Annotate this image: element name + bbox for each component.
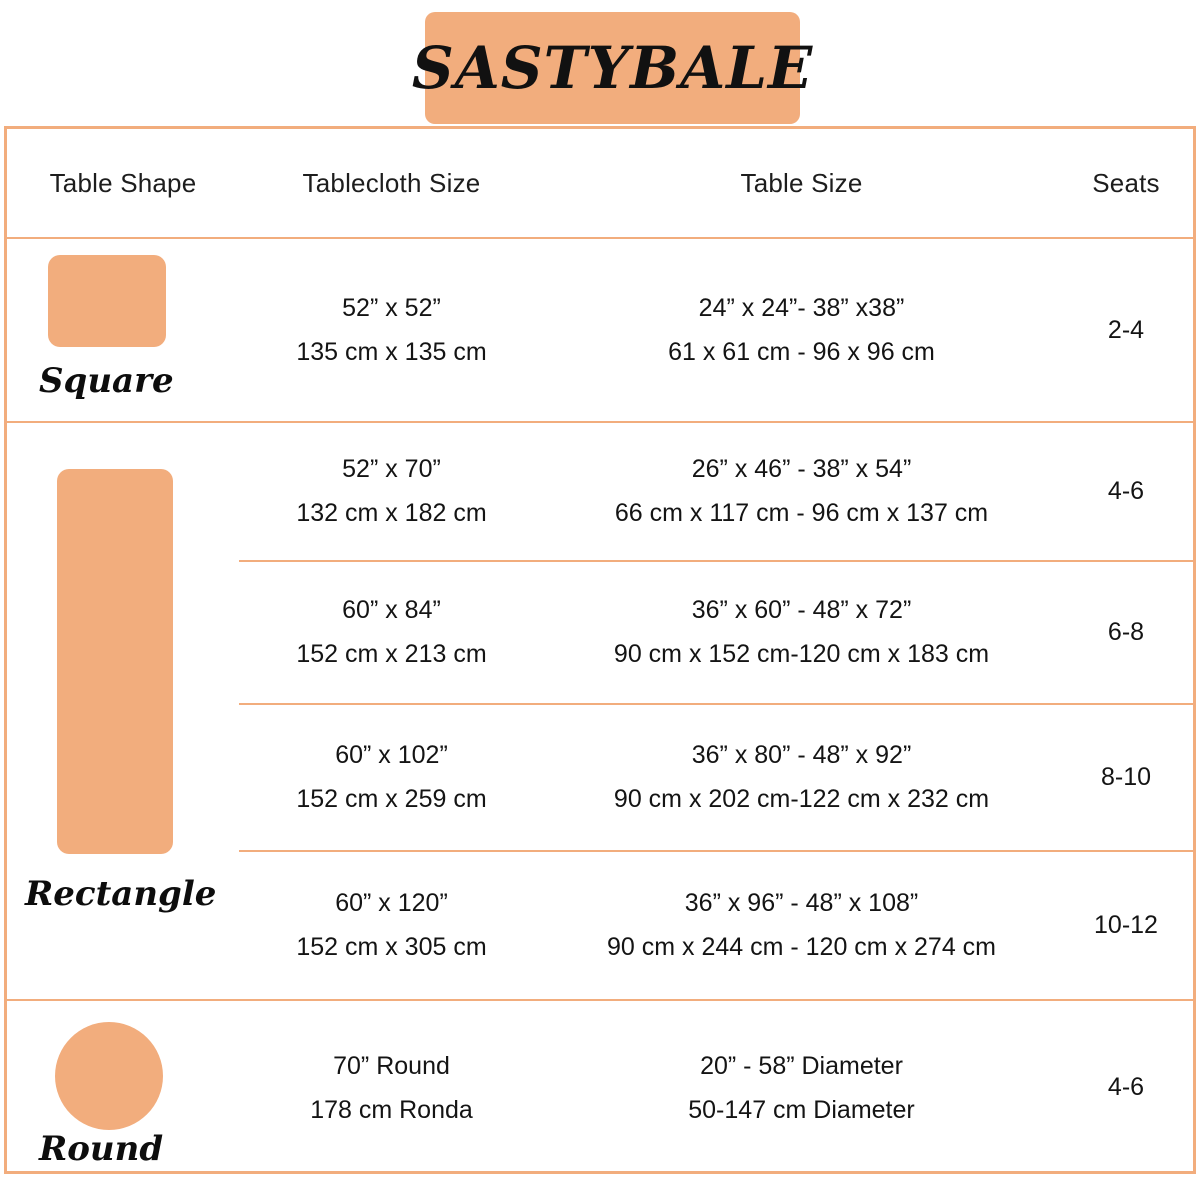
cell-table-cm: 61 x 61 cm - 96 x 96 cm (668, 338, 935, 366)
table-row (239, 422, 544, 560)
table-row (544, 851, 1059, 999)
round-shape-icon (55, 1022, 163, 1130)
square-shape-label: Square (39, 361, 174, 401)
table-row (544, 1000, 1059, 1175)
column-header-table-shape-label: Table Shape (49, 167, 197, 198)
brand-header (0, 6, 1200, 124)
table-row (544, 422, 1059, 560)
cell-seats: 4-6 (1107, 476, 1145, 505)
table-row (1059, 561, 1193, 703)
table-row (1059, 704, 1193, 850)
cell-tablecloth-in: 52” x 52” (342, 294, 441, 322)
cell-table-cm: 90 cm x 202 cm-122 cm x 232 cm (613, 785, 990, 813)
column-header-table-shape (7, 129, 239, 237)
column-header-seats (1059, 129, 1193, 237)
size-chart-table (4, 126, 1196, 1174)
rectangle-shape-icon (57, 469, 173, 854)
cell-table-in: 36” x 60” - 48” x 72” (691, 596, 912, 624)
table-row (239, 851, 544, 999)
table-row (544, 704, 1059, 850)
column-header-seats-label: Seats (1092, 167, 1160, 198)
cell-seats: 2-4 (1107, 315, 1145, 344)
cell-tablecloth-in: 60” x 84” (342, 596, 441, 624)
column-header-tablecloth-size-label: Tablecloth Size (302, 167, 481, 198)
cell-table-cm: 90 cm x 152 cm-120 cm x 183 cm (613, 640, 990, 668)
table-row (1059, 1000, 1193, 1175)
cell-tablecloth-in: 60” x 102” (335, 741, 448, 769)
table-row (239, 704, 544, 850)
table-row (1059, 422, 1193, 560)
cell-table-cm: 90 cm x 244 cm - 120 cm x 274 cm (606, 933, 997, 961)
cell-tablecloth-in: 70” Round (333, 1051, 450, 1080)
cell-table-in: 36” x 96” - 48” x 108” (684, 889, 919, 917)
cell-table-cm: 66 cm x 117 cm - 96 cm x 137 cm (614, 499, 989, 527)
table-row (544, 239, 1059, 421)
round-shape-label: Round (39, 1129, 164, 1169)
cell-tablecloth-in: 60” x 120” (335, 889, 448, 917)
cell-table-in: 20” - 58” Diameter (700, 1051, 903, 1080)
cell-tablecloth-cm: 152 cm x 259 cm (296, 785, 487, 813)
table-row (1059, 239, 1193, 421)
cell-tablecloth-cm: 152 cm x 305 cm (296, 933, 487, 961)
rectangle-shape-label: Rectangle (25, 874, 217, 914)
cell-seats: 6-8 (1107, 617, 1145, 646)
cell-tablecloth-cm: 132 cm x 182 cm (296, 499, 487, 527)
cell-seats: 10-12 (1094, 910, 1158, 939)
square-shape-icon (48, 255, 166, 347)
cell-table-in: 36” x 80” - 48” x 92” (691, 741, 912, 769)
table-row (544, 561, 1059, 703)
cell-tablecloth-cm: 135 cm x 135 cm (296, 338, 487, 366)
cell-tablecloth-cm: 178 cm Ronda (310, 1095, 473, 1124)
table-row (239, 561, 544, 703)
column-header-table-size-label: Table Size (740, 167, 863, 198)
cell-table-in: 24” x 24”- 38” x38” (698, 294, 905, 322)
cell-table-cm: 50-147 cm Diameter (688, 1095, 915, 1124)
table-row (239, 1000, 544, 1175)
cell-seats: 8-10 (1100, 762, 1152, 791)
cell-seats: 4-6 (1107, 1073, 1145, 1101)
cell-tablecloth-in: 52” x 70” (342, 455, 441, 483)
brand-name: SASTYBALE (411, 34, 814, 102)
column-header-tablecloth-size (239, 129, 544, 237)
column-header-table-size (544, 129, 1059, 237)
cell-table-in: 26” x 46” - 38” x 54” (691, 455, 912, 483)
cell-tablecloth-cm: 152 cm x 213 cm (296, 640, 487, 668)
table-row (1059, 851, 1193, 999)
table-row (239, 239, 544, 421)
